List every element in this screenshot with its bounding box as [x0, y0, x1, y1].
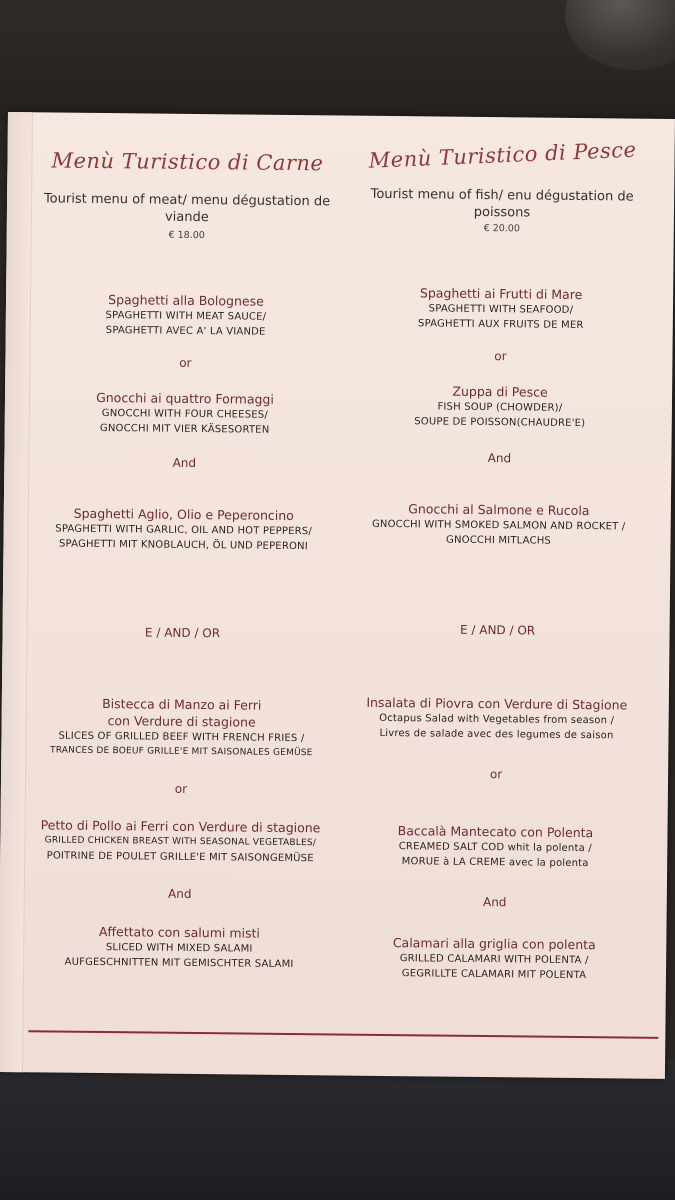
dish-description: AUFGESCHNITTEN MIT GEMISCHTER SALAMI: [64, 956, 294, 971]
dish-description: POITRINE DE POULET GRILLE'E MIT SAISONGEMÜSE: [46, 850, 314, 865]
dish-description: GNOCCHI MIT VIER KÄSESORTEN: [99, 422, 270, 436]
and-connector: And: [172, 455, 197, 470]
dish-name: Petto di Pollo ai Ferri con Verdure di stagione: [40, 817, 321, 836]
dish-name-line2: con Verdure di stagione: [107, 713, 256, 730]
dish-name: Affettato con salumi misti: [98, 923, 260, 941]
dish-item: [340, 822, 650, 872]
and-or-separator: E / AND / OR: [459, 622, 536, 638]
dish-description: Octapus Salad with Vegetables from season /: [379, 712, 615, 727]
and-or-separator: E / AND / OR: [144, 625, 221, 641]
and-connector: And: [487, 451, 512, 466]
fish-menu-price: € 20.00: [483, 222, 520, 235]
meat-menu-price: € 18.00: [168, 229, 205, 242]
dish-item: [339, 934, 649, 984]
dish-description: GNOCCHI WITH FOUR CHEESES/: [101, 407, 268, 421]
dish-description: MORUE à LA CREME avec la polenta: [401, 856, 589, 870]
dish-item: [341, 694, 651, 744]
table-cloth: [0, 1060, 675, 1200]
dish-description: GRILLED CHICKEN BREAST WITH SEASONAL VEGETABLES/: [44, 835, 317, 849]
meat-menu-column: [23, 112, 343, 1075]
dish-description: Livres de salade avec des legumes de saison: [379, 727, 614, 742]
dish-name: Spaghetti ai Frutti di Mare: [419, 285, 583, 303]
dish-description: SPAGHETTI MIT KNOBLAUCH, ÖL UND PEPERONI: [58, 538, 308, 553]
or-connector: or: [489, 767, 503, 782]
dish-item: [25, 816, 335, 866]
dish-description: GNOCCHI WITH SMOKED SALMON AND ROCKET /: [371, 518, 626, 533]
dish-name: Spaghetti alla Bolognese: [108, 292, 264, 309]
dish-description: SLICES OF GRILLED BEEF WITH FRENCH FRIES /: [58, 730, 305, 745]
dish-item: [31, 290, 341, 340]
dish-name: Calamari alla griglia con polenta: [392, 935, 596, 953]
dish-description: GEGRILLTE CALAMARI MIT POLENTA: [401, 968, 587, 982]
fish-menu-subtitle: Tourist menu of fish/ enu dégustation de poissons: [370, 186, 634, 221]
dish-description: SPAGHETTI WITH GARLIC, OIL AND HOT PEPPERS/: [55, 523, 313, 538]
dish-description: SPAGHETTI WITH SEAFOOD/: [428, 303, 574, 316]
dish-item: [345, 382, 655, 432]
dish-name: Gnocchi ai quattro Formaggi: [96, 389, 274, 407]
dish-item: [343, 500, 653, 550]
dish-item: [24, 922, 334, 972]
dish-name: Baccalà Mantecato con Polenta: [397, 823, 594, 841]
or-connector: or: [179, 355, 192, 370]
dish-name: Bistecca di Manzo ai Ferri: [102, 696, 262, 713]
dish-description: SPAGHETTI WITH MEAT SAUCE/: [105, 310, 267, 323]
dish-description: SPAGHETTI AUX FRUITS DE MER: [418, 318, 584, 332]
dish-name: Spaghetti Aglio, Olio e Peperoncino: [73, 505, 294, 524]
menu-page: [0, 112, 675, 1079]
dish-description: TRANCES DE BOEUF GRILLE'E MIT SAISONALES GEMÜSE: [49, 745, 313, 759]
dish-description: SPAGHETTI AVEC A' LA VIANDE: [105, 325, 266, 338]
dish-description: GRILLED CALAMARI WITH POLENTA /: [399, 953, 589, 967]
dish-description: FISH SOUP (CHOWDER)/: [437, 401, 563, 414]
dish-name: Zuppa di Pesce: [452, 383, 548, 400]
meat-menu-subtitle: Tourist menu of meat/ menu dégustation de viande: [43, 191, 331, 226]
dish-item: [346, 284, 656, 334]
dish-item: [28, 504, 338, 554]
fish-menu-title: Menù Turistico di Pesce: [368, 137, 637, 173]
dish-description: SLICED WITH MIXED SALAMI: [105, 942, 253, 955]
and-connector: And: [168, 886, 192, 901]
dish-item: [26, 694, 337, 761]
dish-description: GNOCCHI MITLACHS: [446, 534, 552, 547]
dish-description: CREAMED SALT COD whit la polenta /: [398, 841, 592, 855]
dish-item: [30, 388, 340, 438]
dish-description: SOUPE DE POISSON(CHAUDRE'E): [414, 416, 586, 430]
dish-name: Gnocchi al Salmone e Rucola: [408, 501, 590, 519]
dish-name: Insalata di Piovra con Verdure di Stagione: [366, 694, 628, 713]
or-connector: or: [494, 349, 507, 364]
fish-menu-column: [338, 116, 658, 1079]
and-connector: And: [482, 895, 507, 910]
or-connector: or: [174, 781, 188, 796]
meat-menu-title: Menù Turistico di Carne: [51, 148, 324, 176]
